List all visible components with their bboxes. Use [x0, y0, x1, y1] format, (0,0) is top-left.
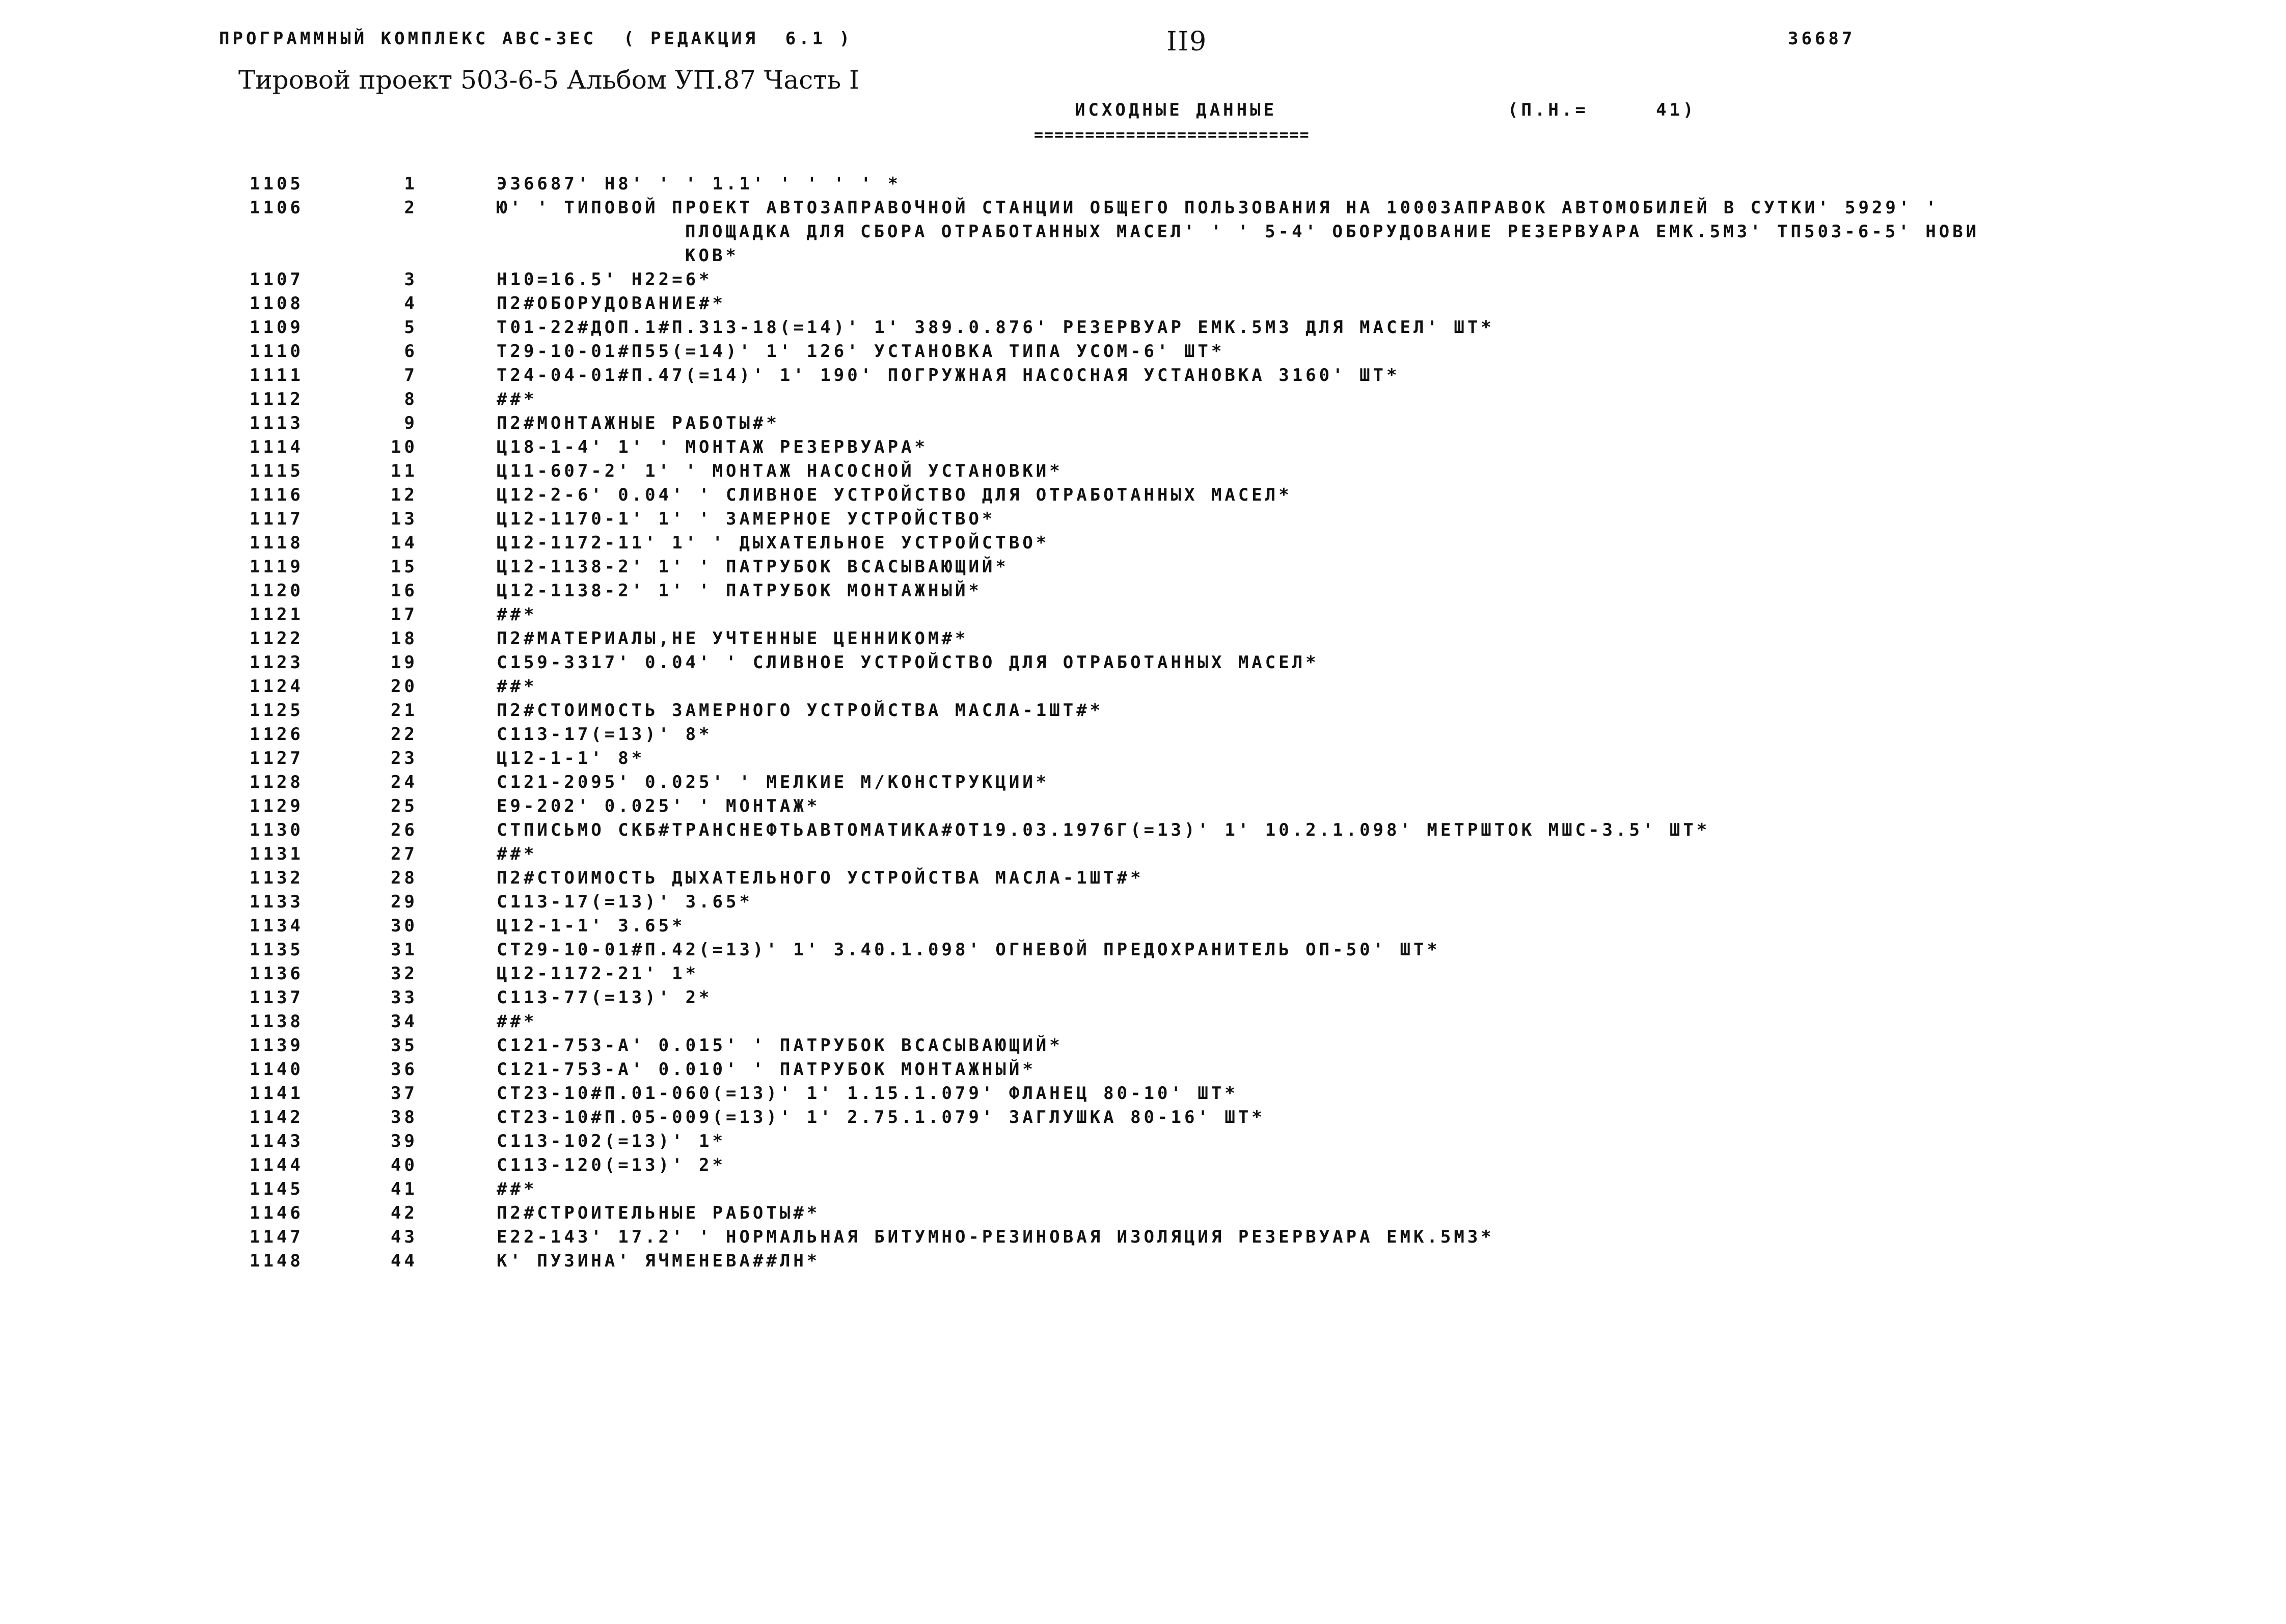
record-number: 38 — [391, 1107, 418, 1127]
record-text-main: Ц12-1170-1' 1' ' ЗАМЕРНОЕ УСТРОЙСТВО* — [497, 509, 996, 529]
record-text-main: Е9-202' 0.025' ' МОНТАЖ* — [497, 796, 821, 816]
line-number: 1128 — [250, 772, 304, 792]
line-number: 1112 — [250, 389, 304, 409]
line-number: 1121 — [250, 604, 304, 625]
line-number: 1133 — [250, 892, 304, 912]
record-text-main: СТ23-10#П.05-009(=13)' 1' 2.75.1.079' ЗАГЛУШКА 80-16' ШТ* — [497, 1107, 1265, 1127]
line-number: 1130 — [250, 820, 304, 840]
record-text — [497, 723, 2076, 747]
line-number: 1138 — [250, 1011, 304, 1032]
record-text-main: К' ПУЗИНА' ЯЧМЕНЕВА##ЛН* — [497, 1251, 821, 1271]
record-text-main: П2#ОБОРУДОВАНИЕ#* — [497, 293, 726, 314]
record-number: 30 — [391, 916, 418, 936]
record-text — [497, 747, 2076, 770]
listing-row — [250, 842, 2109, 866]
record-number: 42 — [391, 1203, 418, 1223]
record-number: 14 — [391, 533, 418, 553]
record-text-continuation: ПЛОЩАДКА ДЛЯ СБОРА ОТРАБОТАННЫХ МАСЕЛ' ' ' 5-4' ОБОРУДОВАНИЕ РЕЗЕРВУАРА ЕМК.5М3' ТП503-6-5' НОВИ — [685, 222, 1980, 242]
listing-row — [250, 316, 2109, 340]
record-text-main: Ц12-1138-2' 1' ' ПАТРУБОК МОНТАЖНЫЙ* — [497, 581, 982, 601]
section-title: ИСХОДНЫЕ ДАННЫЕ — [1075, 100, 1277, 120]
record-text — [497, 1130, 2076, 1153]
record-number: 35 — [391, 1035, 418, 1056]
listing-row — [250, 1201, 2109, 1225]
record-number: 17 — [391, 604, 418, 625]
record-text — [497, 962, 2076, 986]
record-text — [497, 1249, 2076, 1273]
record-text — [497, 914, 2076, 938]
listing-row — [250, 603, 2109, 627]
record-text — [497, 531, 2076, 555]
record-number: 4 — [404, 293, 418, 314]
pn-field: (П.Н.= 41) — [1508, 100, 1697, 120]
record-text — [497, 627, 2076, 651]
project-title: Тировой проект 503-6-5 Альбом УП.87 Часть I — [238, 65, 859, 95]
record-text — [497, 579, 2076, 603]
listing-row — [250, 388, 2109, 411]
listing-row — [250, 866, 2109, 890]
line-number: 1125 — [250, 700, 304, 721]
line-number: 1110 — [250, 341, 304, 362]
record-number: 25 — [391, 796, 418, 816]
line-number: 1119 — [250, 557, 304, 577]
record-text — [497, 1010, 2076, 1034]
record-text-continuation: КОВ* — [685, 245, 739, 266]
line-number: 1105 — [250, 174, 304, 194]
record-text-main: Ц12-1138-2' 1' ' ПАТРУБОК ВСАСЫВАЮЩИЙ* — [497, 557, 1009, 577]
listing-row — [250, 1082, 2109, 1106]
record-number: 32 — [391, 964, 418, 984]
record-number: 21 — [391, 700, 418, 721]
record-text-main: Ц12-2-6' 0.04' ' СЛИВНОЕ УСТРОЙСТВО ДЛЯ ОТРАБОТАННЫХ МАСЕЛ* — [497, 485, 1292, 505]
record-text-main: С113-77(=13)' 2* — [497, 987, 713, 1008]
record-text — [497, 818, 2076, 842]
record-number: 10 — [391, 437, 418, 457]
listing-row — [250, 172, 2109, 196]
record-text-main: Т24-04-01#П.47(=14)' 1' 190' ПОГРУЖНАЯ НАСОСНАЯ УСТАНОВКА 3160' ШТ* — [497, 365, 1400, 386]
line-number: 1108 — [250, 293, 304, 314]
record-number: 20 — [391, 676, 418, 697]
record-text-main: ##* — [497, 1011, 537, 1032]
listing-row — [250, 770, 2109, 794]
record-text — [497, 1082, 2076, 1106]
record-number: 26 — [391, 820, 418, 840]
line-number: 1109 — [250, 317, 304, 338]
record-text — [497, 1177, 2076, 1201]
line-number: 1145 — [250, 1179, 304, 1199]
line-number: 1106 — [250, 198, 304, 218]
record-number: 19 — [391, 652, 418, 673]
line-number: 1113 — [250, 413, 304, 433]
record-number: 31 — [391, 940, 418, 960]
record-number: 2 — [404, 198, 418, 218]
record-number: 40 — [391, 1155, 418, 1175]
listing-row — [250, 890, 2109, 914]
listing-row — [250, 411, 2109, 435]
record-number: 39 — [391, 1131, 418, 1151]
record-text — [497, 483, 2076, 507]
record-text — [497, 292, 2076, 316]
listing-row — [250, 962, 2109, 986]
record-text-main: ##* — [497, 844, 537, 864]
record-number: 8 — [404, 389, 418, 409]
record-text-main: С113-120(=13)' 2* — [497, 1155, 726, 1175]
section-underline: =========================== — [1034, 126, 1310, 144]
record-text-main: Ц18-1-4' 1' ' МОНТАЖ РЕЗЕРВУАРА* — [497, 437, 929, 457]
line-number: 1114 — [250, 437, 304, 457]
record-number: 12 — [391, 485, 418, 505]
record-text — [497, 316, 2076, 340]
line-number: 1147 — [250, 1227, 304, 1247]
record-text — [497, 842, 2076, 866]
record-number: 34 — [391, 1011, 418, 1032]
line-number: 1148 — [250, 1251, 304, 1271]
record-number: 11 — [391, 461, 418, 481]
record-text — [497, 986, 2076, 1010]
line-number: 1117 — [250, 509, 304, 529]
line-number: 1118 — [250, 533, 304, 553]
record-text — [497, 364, 2076, 388]
record-number: 3 — [404, 269, 418, 290]
record-text — [497, 1058, 2076, 1082]
listing-row — [250, 1153, 2109, 1177]
record-text-main: ##* — [497, 676, 537, 697]
listing-row — [250, 747, 2109, 770]
line-number: 1131 — [250, 844, 304, 864]
line-number: 1139 — [250, 1035, 304, 1056]
record-text — [497, 1034, 2076, 1058]
listing-row — [250, 507, 2109, 531]
record-text-main: С121-753-А' 0.010' ' ПАТРУБОК МОНТАЖНЫЙ* — [497, 1059, 1036, 1080]
record-text-main: СТ23-10#П.01-060(=13)' 1' 1.15.1.079' ФЛАНЕЦ 80-10' ШТ* — [497, 1083, 1238, 1104]
record-text-main: С113-17(=13)' 8* — [497, 724, 713, 745]
record-number: 24 — [391, 772, 418, 792]
record-text-main: С121-2095' 0.025' ' МЕЛКИЕ М/КОНСТРУКЦИИ* — [497, 772, 1050, 792]
record-text-main: Ц12-1-1' 3.65* — [497, 916, 686, 936]
record-text-main: П2#МОНТАЖНЫЕ РАБОТЫ#* — [497, 413, 780, 433]
record-number: 7 — [404, 365, 418, 386]
record-text-main: ##* — [497, 1179, 537, 1199]
line-number: 1136 — [250, 964, 304, 984]
record-number: 33 — [391, 987, 418, 1008]
listing-row — [250, 292, 2109, 316]
record-text — [497, 1225, 2076, 1249]
record-text-main: Е22-143' 17.2' ' НОРМАЛЬНАЯ БИТУМНО-РЕЗИНОВАЯ ИЗОЛЯЦИЯ РЕЗЕРВУАРА ЕМК.5М3* — [497, 1227, 1494, 1247]
listing-row — [250, 1225, 2109, 1249]
line-number: 1143 — [250, 1131, 304, 1151]
listing-row — [250, 1249, 2109, 1273]
record-number: 36 — [391, 1059, 418, 1080]
record-text — [497, 890, 2076, 914]
record-text — [497, 866, 2076, 890]
record-number: 29 — [391, 892, 418, 912]
record-text — [497, 1153, 2076, 1177]
record-text — [497, 794, 2076, 818]
line-number: 1129 — [250, 796, 304, 816]
record-text — [497, 172, 2076, 196]
record-text-main: Э36687' Н8' ' ' 1.1' ' ' ' ' * — [497, 174, 902, 194]
listing-row — [250, 723, 2109, 747]
record-text-main: Ю' ' ТИПОВОЙ ПРОЕКТ АВТОЗАПРАВОЧНОЙ СТАНЦИИ ОБЩЕГО ПОЛЬЗОВАНИЯ НА 1000ЗАПРАВОК АВТОМОБИЛЕЙ В СУТКИ' 5929' ' — [497, 198, 1940, 218]
listing-row — [250, 699, 2109, 723]
line-number: 1127 — [250, 748, 304, 768]
record-text — [497, 507, 2076, 531]
record-text — [497, 651, 2076, 675]
record-text — [497, 196, 2076, 268]
record-number: 9 — [404, 413, 418, 433]
listing-row — [250, 483, 2109, 507]
record-number: 22 — [391, 724, 418, 745]
listing-row — [250, 364, 2109, 388]
record-text — [497, 555, 2076, 579]
record-text — [497, 699, 2076, 723]
line-number: 1142 — [250, 1107, 304, 1127]
listing-row — [250, 627, 2109, 651]
record-text-main: Н10=16.5' Н22=6* — [497, 269, 713, 290]
record-text — [497, 459, 2076, 483]
record-text — [497, 268, 2076, 292]
record-text-main: Ц12-1172-21' 1* — [497, 964, 699, 984]
line-number: 1126 — [250, 724, 304, 745]
record-text-main: Т29-10-01#П55(=14)' 1' 126' УСТАНОВКА ТИПА УСОМ-6' ШТ* — [497, 341, 1225, 362]
record-text — [497, 411, 2076, 435]
record-number: 27 — [391, 844, 418, 864]
record-text-main: П2#МАТЕРИАЛЫ,НЕ УЧТЕННЫЕ ЦЕННИКОМ#* — [497, 628, 969, 649]
record-number: 1 — [404, 174, 418, 194]
record-text — [497, 675, 2076, 699]
record-number: 5 — [404, 317, 418, 338]
record-text-main: С113-102(=13)' 1* — [497, 1131, 726, 1151]
line-number: 1116 — [250, 485, 304, 505]
record-text — [497, 340, 2076, 364]
record-text-main: ##* — [497, 604, 537, 625]
record-text-main: Ц12-1172-11' 1' ' ДЫХАТЕЛЬНОЕ УСТРОЙСТВО* — [497, 533, 1050, 553]
listing-row — [250, 531, 2109, 555]
listing-row — [250, 914, 2109, 938]
listing-row — [250, 555, 2109, 579]
listing-row — [250, 435, 2109, 459]
record-number: 37 — [391, 1083, 418, 1104]
listing-row — [250, 340, 2109, 364]
listing-row — [250, 1130, 2109, 1153]
listing-row — [250, 459, 2109, 483]
line-number: 1144 — [250, 1155, 304, 1175]
record-text-main: С159-3317' 0.04' ' СЛИВНОЕ УСТРОЙСТВО ДЛЯ ОТРАБОТАННЫХ МАСЕЛ* — [497, 652, 1319, 673]
record-text-main: С113-17(=13)' 3.65* — [497, 892, 753, 912]
record-text-main: П2#СТОИМОСТЬ ДЫХАТЕЛЬНОГО УСТРОЙСТВА МАСЛА-1ШТ#* — [497, 868, 1144, 888]
record-number: 23 — [391, 748, 418, 768]
record-text-main: СТ29-10-01#П.42(=13)' 1' 3.40.1.098' ОГНЕВОЙ ПРЕДОХРАНИТЕЛЬ ОП-50' ШТ* — [497, 940, 1440, 960]
listing-row — [250, 268, 2109, 292]
record-text — [497, 770, 2076, 794]
page-number: II9 — [1166, 26, 1208, 57]
record-number: 41 — [391, 1179, 418, 1199]
record-text — [497, 1201, 2076, 1225]
record-text-main: П2#СТОИМОСТЬ ЗАМЕРНОГО УСТРОЙСТВА МАСЛА-1ШТ#* — [497, 700, 1104, 721]
listing-row — [250, 196, 2109, 268]
line-number: 1123 — [250, 652, 304, 673]
listing-row — [250, 651, 2109, 675]
record-number: 18 — [391, 628, 418, 649]
line-number: 1120 — [250, 581, 304, 601]
line-number: 1124 — [250, 676, 304, 697]
record-text — [497, 1106, 2076, 1130]
listing-row — [250, 1106, 2109, 1130]
listing-row — [250, 1010, 2109, 1034]
listing-row — [250, 579, 2109, 603]
record-number: 15 — [391, 557, 418, 577]
record-number: 44 — [391, 1251, 418, 1271]
listing-row — [250, 794, 2109, 818]
listing-row — [250, 818, 2109, 842]
record-text — [497, 938, 2076, 962]
listing-row — [250, 1177, 2109, 1201]
line-number: 1137 — [250, 987, 304, 1008]
document-code: 36687 — [1788, 29, 1856, 49]
listing-row — [250, 938, 2109, 962]
line-number: 1141 — [250, 1083, 304, 1104]
line-number: 1134 — [250, 916, 304, 936]
record-text-main: П2#СТРОИТЕЛЬНЫЕ РАБОТЫ#* — [497, 1203, 821, 1223]
line-number: 1132 — [250, 868, 304, 888]
record-text — [497, 603, 2076, 627]
record-text-main: Ц11-607-2' 1' ' МОНТАЖ НАСОСНОЙ УСТАНОВКИ* — [497, 461, 1063, 481]
listing-row — [250, 675, 2109, 699]
program-header: ПРОГРАММНЫЙ КОМПЛЕКС АВС-ЗЕС ( РЕДАКЦИЯ 6.1 ) — [219, 29, 853, 49]
record-number: 43 — [391, 1227, 418, 1247]
record-text — [497, 388, 2076, 411]
record-text-main: Ц12-1-1' 8* — [497, 748, 645, 768]
record-number: 13 — [391, 509, 418, 529]
line-number: 1107 — [250, 269, 304, 290]
line-number: 1140 — [250, 1059, 304, 1080]
listing-row — [250, 1058, 2109, 1082]
record-text — [497, 435, 2076, 459]
line-number: 1122 — [250, 628, 304, 649]
record-text-main: С121-753-А' 0.015' ' ПАТРУБОК ВСАСЫВАЮЩИЙ* — [497, 1035, 1063, 1056]
record-text-main: Т01-22#ДОП.1#П.313-18(=14)' 1' 389.0.876' РЕЗЕРВУАР ЕМК.5М3 ДЛЯ МАСЕЛ' ШТ* — [497, 317, 1494, 338]
line-number: 1135 — [250, 940, 304, 960]
line-number: 1146 — [250, 1203, 304, 1223]
source-listing — [250, 172, 2109, 1273]
listing-row — [250, 986, 2109, 1010]
record-number: 28 — [391, 868, 418, 888]
line-number: 1111 — [250, 365, 304, 386]
record-number: 6 — [404, 341, 418, 362]
line-number: 1115 — [250, 461, 304, 481]
record-number: 16 — [391, 581, 418, 601]
record-text-main: ##* — [497, 389, 537, 409]
record-text-main: СТПИСЬМО СКБ#ТРАНСНЕФТЬАВТОМАТИКА#ОТ19.03.1976Г(=13)' 1' 10.2.1.098' МЕТРШТОК МШС-3.5' ШТ* — [497, 820, 1710, 840]
listing-row — [250, 1034, 2109, 1058]
